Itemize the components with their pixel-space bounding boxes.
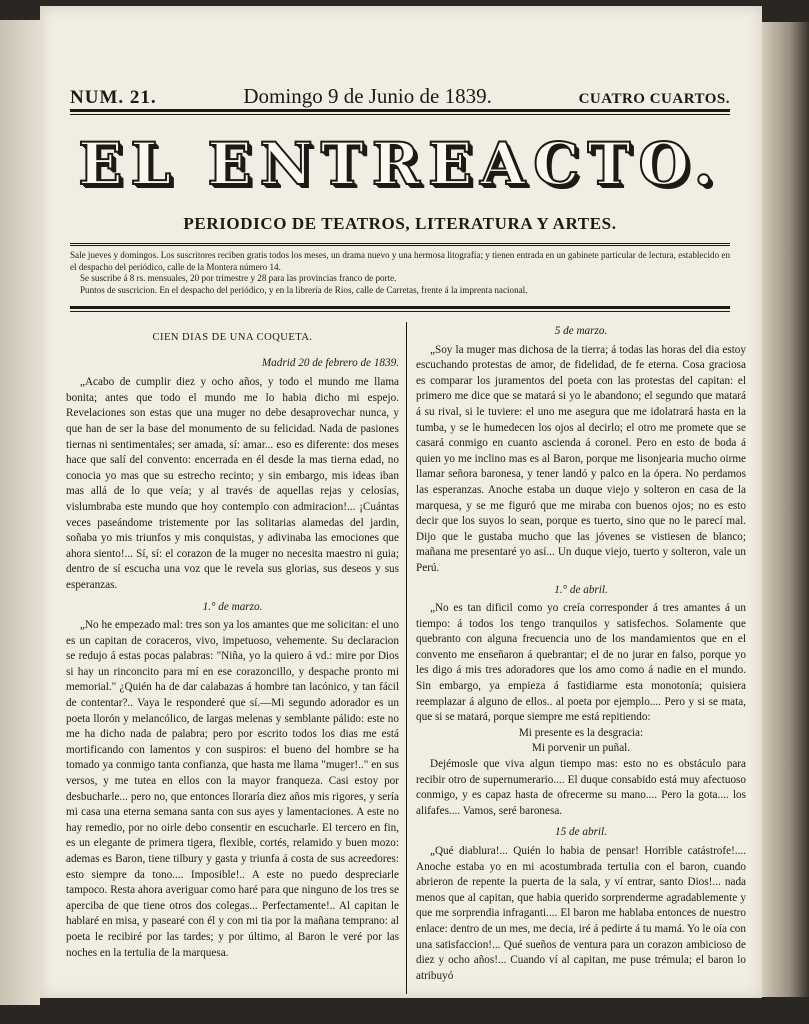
paragraph-6: „Qué diablura!... Quién lo habia de pensar! Horrible catástrofe!.... Anoche estaba yo en mi acostumbrada tertulia con el baron, cuando abrieron de repente la puerta de la sala, y ví entrar, santo Dios!... nada menos que al capitan, que habia querido sorprenderme agradablemente y que me sorprendia infraganti.... El baron me hablaba entonces de nuestro enlace: dentro de un mes, me decia, iré á pedirte á tu mamá. Yo le oía con una satisfaccion!... Qué sueños de ventura para un corazon ambicioso de diez y ocho años!... Cuando ví al capitan, me puse trémula; el baron lo atribuyó <box>416 845 746 982</box>
article-heading: CIEN DIAS DE UNA COQUETA. <box>152 332 313 343</box>
article-dateline: Madrid 20 de febrero de 1839. <box>261 356 399 369</box>
verse-line-1: Mi presente es la desgracia: <box>518 726 644 739</box>
subhead-march-5: 5 de marzo. <box>554 325 608 337</box>
masthead-top-line <box>70 84 730 109</box>
paragraph-3: „Soy la muger mas dichosa de la tierra; á todas las horas del dia estoy escuchando protestas de amor, de fidelidad, de fe eterna. Cosa graciosa es comparar los juramentos del poeta con las protestas del capitan: el primero me dice que se matará si yo le abandono; el segundo que matará á su rival, si le tuviere: el uno me asegura que me idolatrará hasta en la tumba, y se le humedecen los ojos al decirlo; el otro me promete que se casará conmigo en cuanto ascienda á coronel. Pero en esto de boda á quien yo me inclino mas es al Baron, porque me lisonjearia mucho oirme llamar señora baronesa, y tener landó y palco en la ópera. No perdamos las esperanzas. Anoche estaba un duque viejo y solteron en casa de la marquesa, y se me figuró que me miraba con buenos ojos; no es esto decir que los suyos lo sean, porque es tuerto, sino que no le parecí mal. Dijo que le gustaba mucho que las jóvenes se vistiesen de blanco; mañana me presentaré yo así... Un duque viejo, tuerto y solteron, vale un Perú. <box>416 343 746 574</box>
masthead-rule-top <box>70 109 730 115</box>
issue-price: CUATRO CUARTOS. <box>578 91 730 107</box>
newspaper-page <box>40 6 762 998</box>
paragraph-5: Dejémosle que viva algun tiempo mas: esto no es obstáculo para recibir otro de supernumerario.... El duque consabido está muy afectuoso conmigo, y es capaz hasta de ofrecerme su mano.... Pero la gota.... los alifafes.... Vamos, seré baronesa. <box>416 758 746 817</box>
paragraph-4: „No es tan dificil como yo creía corresponder á tres amantes á un tiempo: á todos los tengo tranquilos y satisfechos. Solamente que quebranto con alguna frecuencia uno de los mandamientos que en el convento me enseñaron á quebrantar; el de no jurar en falso, porque yo les digo á mis tres adoradores que los amo como á nadie en el mundo. Sin embargo, ya empieza á fastidiarme esta monotonía; quisiera reemplazar á alguno de ellos.. al poeta por ejemplo.... Pero y si se mata, que si se matará, porque siempre me está repitiendo: <box>416 602 746 724</box>
verse-line-2: Mi porvenir un puñal. <box>531 742 631 755</box>
subhead-april-15: 15 de abril. <box>555 826 607 839</box>
paragraph-2: „No he empezado mal: tres son ya los amantes que me solicitan: el uno es un capitan de coraceros, vivo, impetuoso, vehemente. Su declaracion se redujo á estas pocas palabras: "Niña, yo la quiero á vd.: mire por Dios si hay un rinconcito para mí en ese corazoncillo, y despache pronto mi memorial." ¿Quién ha de dar calabazas á hombre tan lacónico, y tan fácil de contentar?.. Vaya le responderé que sí.—Mi segundo adorador es un poeta llorón y melancólico, de largas melenas y semblante pálido: este no me ha dicho nada de palabra; pero por escrito todos los dias me está mortificando con lamentos y con suspiros: el bueno del hombre se ha tomado ya conmigo tanta confianza, que hasta me llama "muger!.." en sus versos, y me tutea en ellos con la mayor franqueza. Casi estoy por desbucharle... pero no, que entonces lloraría diez años mis rigores, y sería mi casa una eterna semana santa con sus ayes y lamentaciones. A este no hay remedio, por no oirle debo consentir en escucharle. El tercero en fin, es un elegante de primera tigera, flexible, cortés, relamido y buen mozo: ademas es Baron, tiene tilbury y gasta y triunfa á costa de sus acreedores: esto siempre da tono.... Imposible!.. A este no puedo despreciarle tampoco. Resta ahora averiguar como haré para que ninguno de los tres se aperciba de que tiene otros dos colegas... Perfectamente!.. Al capitan le hablaré en misa, y pasearé con él y con mi tia por la mañana temprano: al poeta le recibiré por las tardes; y por último, al Baron le veré por las noches en la tertulia de la marquesa. <box>66 619 399 959</box>
column-left <box>66 324 399 994</box>
column-right <box>416 324 746 994</box>
paragraph-1: „Acabo de cumplir diez y ocho años, y todo el mundo me llama bonita; antes que todo el mundo me lo habia dicho mi espejo. Revelaciones son estas que una muger no debe desaprovechar nunca, y que han de ser la base del monumento de su felicidad. Nada de pasiones tiernas ni sentimentales; ser amada, sí: amar... eso es diferente: dos meses hace que salí del convento: encerrada en él desde la mas tierna edad, no conocia yo mas que su estrecho recinto; y sin embargo, mis ideas iban mas allá de lo que veía; y al través de aquellas rejas y celosías, vislumbraba este mundo que hoy contemplo con admiracion!... ¡Cuántas veces paseándome tristemente por las solitarias alamedas del jardin, soñaba yo mis triunfos y mis conquistas, y adivinaba las emociones que ahora siento!... Sí, sí: el corazon de la muger no necesita maestro ni guia; dentro de sí escucha una voz que le revela sus glorias, sus deseos y sus esperanzas. <box>66 376 399 591</box>
issue-date: Domingo 9 de Junio de 1839. <box>243 84 492 108</box>
notice-line-3: Puntos de suscricion. En el despacho del periódico, y en la librería de Rios, calle de Carretas, frente á la imprenta nacional. <box>80 284 528 295</box>
newspaper-subtitle: PERIODICO DE TEATROS, LITERATURA Y ARTES. <box>183 214 617 233</box>
notice-line-1: Sale jueves y domingos. Los suscritores reciben gratis todos los meses, un drama nuevo y una hermosa litografía; y tienen entrada en un gabinete particular de lectura, establecido en el despacho del periódico, calle de la Montera número 14. <box>70 250 730 272</box>
issue-number: NUM. 21. <box>70 87 157 108</box>
book-left-edge <box>0 20 40 1005</box>
newspaper-title: EL ENTREACTO. <box>78 130 722 198</box>
subhead-april-1: 1.° de abril. <box>554 583 608 596</box>
subscription-notice <box>70 250 730 296</box>
book-right-edge <box>760 22 809 997</box>
notice-line-2: Se suscribe á 8 rs. mensuales, 20 por trimestre y 28 para las provincias franco de porte. <box>80 273 397 284</box>
notice-rule-bottom <box>70 306 730 312</box>
subtitle-rule <box>70 243 730 246</box>
subhead-march-1: 1.° de marzo. <box>202 600 263 613</box>
column-divider <box>406 322 407 994</box>
